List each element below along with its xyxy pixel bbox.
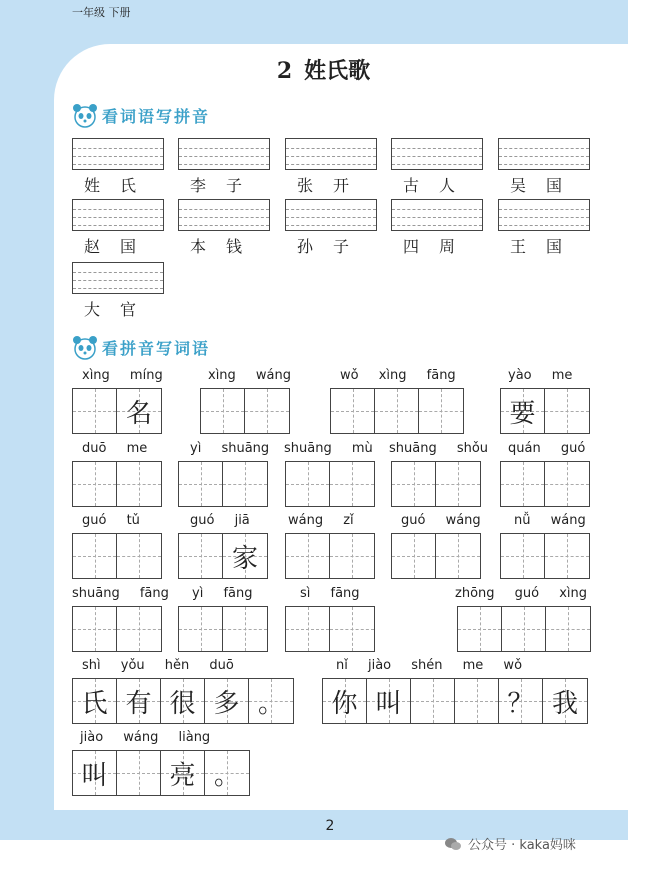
word-label: 吴国 bbox=[510, 176, 583, 195]
pinyin-guide-line bbox=[286, 209, 376, 210]
character-cell[interactable] bbox=[117, 679, 161, 723]
cell-character: ？ bbox=[507, 688, 534, 719]
pinyin-prompt: yì fāng bbox=[192, 586, 253, 601]
character-cell[interactable] bbox=[161, 679, 205, 723]
cell-guide-horizontal bbox=[545, 411, 589, 412]
character-grid bbox=[72, 461, 162, 507]
pinyin-guide-line bbox=[179, 225, 269, 226]
character-cell[interactable] bbox=[545, 534, 589, 578]
cell-guide-horizontal bbox=[179, 629, 222, 630]
pinyin-prompt: shì yǒu hěn duō bbox=[82, 658, 234, 673]
character-cell[interactable] bbox=[545, 462, 589, 506]
pinyin-guide-line bbox=[392, 217, 482, 218]
cell-character: 家 bbox=[231, 543, 258, 574]
pinyin-guide-line bbox=[73, 288, 163, 289]
character-cell[interactable] bbox=[205, 679, 249, 723]
character-cell[interactable] bbox=[245, 389, 289, 433]
character-cell[interactable] bbox=[117, 534, 161, 578]
character-grid bbox=[322, 678, 588, 724]
pinyin-answer-box[interactable] bbox=[72, 262, 164, 294]
character-grid bbox=[391, 533, 481, 579]
cell-character: 氏 bbox=[81, 688, 108, 719]
character-grid bbox=[72, 533, 162, 579]
character-cell[interactable] bbox=[331, 389, 375, 433]
cell-guide-horizontal bbox=[179, 484, 222, 485]
character-grid bbox=[391, 461, 481, 507]
cell-character: 名 bbox=[125, 398, 152, 429]
pinyin-guide-line bbox=[286, 225, 376, 226]
cell-guide-horizontal bbox=[501, 484, 544, 485]
grade-label: 一年级 下册 bbox=[72, 6, 131, 19]
cell-character: 。 bbox=[257, 688, 284, 719]
character-grid bbox=[72, 388, 162, 434]
cell-guide-horizontal bbox=[545, 556, 589, 557]
pinyin-guide-line bbox=[73, 225, 163, 226]
character-grid bbox=[285, 533, 375, 579]
character-cell[interactable] bbox=[436, 462, 480, 506]
cell-guide-horizontal bbox=[330, 629, 374, 630]
character-cell[interactable] bbox=[286, 607, 330, 651]
cell-guide-horizontal bbox=[223, 629, 267, 630]
character-cell[interactable] bbox=[419, 389, 463, 433]
pinyin-prompt: guó wáng bbox=[401, 513, 481, 528]
pinyin-guide-line bbox=[499, 148, 589, 149]
pinyin-answer-box[interactable] bbox=[285, 199, 377, 231]
cell-guide-horizontal bbox=[419, 411, 463, 412]
pinyin-guide-line bbox=[73, 217, 163, 218]
word-label: 古人 bbox=[403, 176, 476, 195]
word-label: 李子 bbox=[190, 176, 263, 195]
character-grid bbox=[285, 606, 375, 652]
cell-guide-horizontal bbox=[330, 556, 374, 557]
character-cell[interactable] bbox=[161, 751, 205, 795]
pinyin-guide-line bbox=[179, 164, 269, 165]
character-grid bbox=[500, 388, 590, 434]
cell-guide-horizontal bbox=[392, 484, 435, 485]
panda-icon bbox=[72, 334, 98, 360]
pinyin-prompt: jiào wáng liàng bbox=[80, 730, 211, 745]
cell-guide-horizontal bbox=[501, 556, 544, 557]
character-grid bbox=[178, 461, 268, 507]
pinyin-prompt: quán guó bbox=[508, 441, 586, 456]
pinyin-guide-line bbox=[73, 164, 163, 165]
pinyin-guide-line bbox=[179, 217, 269, 218]
character-cell[interactable] bbox=[501, 462, 545, 506]
pinyin-prompt: zhōng guó xìng bbox=[455, 586, 588, 601]
character-grid bbox=[72, 606, 162, 652]
character-cell[interactable] bbox=[223, 462, 267, 506]
character-cell[interactable] bbox=[455, 679, 499, 723]
pinyin-prompt: yào me bbox=[508, 368, 573, 383]
cell-guide-horizontal bbox=[286, 629, 329, 630]
cell-guide-horizontal bbox=[117, 484, 161, 485]
character-cell[interactable] bbox=[545, 389, 589, 433]
character-cell[interactable] bbox=[330, 607, 374, 651]
cell-character: 叫 bbox=[375, 688, 402, 719]
character-grid bbox=[285, 461, 375, 507]
pinyin-answer-box[interactable] bbox=[285, 138, 377, 170]
character-cell[interactable] bbox=[179, 607, 223, 651]
pinyin-prompt: nǚ wáng bbox=[514, 513, 586, 528]
pinyin-guide-line bbox=[286, 156, 376, 157]
pinyin-answer-box[interactable] bbox=[178, 199, 270, 231]
pinyin-guide-line bbox=[286, 164, 376, 165]
character-cell[interactable] bbox=[73, 679, 117, 723]
wechat-icon bbox=[444, 837, 462, 851]
character-cell[interactable] bbox=[117, 389, 161, 433]
cell-guide-horizontal bbox=[436, 556, 480, 557]
character-cell[interactable] bbox=[436, 534, 480, 578]
pinyin-prompt: nǐ jiào shén me wǒ bbox=[336, 658, 523, 673]
pinyin-prompt: shuāng mù bbox=[284, 441, 373, 456]
word-label: 赵国 bbox=[84, 237, 157, 256]
character-grid bbox=[178, 606, 268, 652]
character-grid bbox=[72, 678, 294, 724]
cell-character: 你 bbox=[331, 688, 358, 719]
character-cell[interactable] bbox=[117, 462, 161, 506]
pinyin-guide-line bbox=[499, 225, 589, 226]
lesson-name: 姓氏歌 bbox=[304, 58, 371, 84]
cell-character: 亮 bbox=[169, 760, 196, 791]
cell-guide-horizontal bbox=[286, 484, 329, 485]
character-cell[interactable] bbox=[499, 679, 543, 723]
word-label: 本钱 bbox=[190, 237, 263, 256]
cell-character: 叫 bbox=[81, 760, 108, 791]
cell-guide-horizontal bbox=[330, 484, 374, 485]
pinyin-guide-line bbox=[73, 280, 163, 281]
character-cell[interactable] bbox=[502, 607, 546, 651]
cell-guide-horizontal bbox=[502, 629, 545, 630]
character-cell[interactable] bbox=[286, 534, 330, 578]
pinyin-guide-line bbox=[499, 217, 589, 218]
character-grid bbox=[178, 533, 268, 579]
section-label-2: 看拼音写词语 bbox=[102, 338, 211, 358]
pinyin-guide-line bbox=[286, 217, 376, 218]
cell-guide-horizontal bbox=[179, 556, 222, 557]
word-label: 四周 bbox=[403, 237, 476, 256]
character-grid bbox=[330, 388, 464, 434]
character-cell[interactable] bbox=[286, 462, 330, 506]
character-cell[interactable] bbox=[117, 751, 161, 795]
section-label-1: 看词语写拼音 bbox=[102, 106, 211, 126]
pinyin-prompt: sì fāng bbox=[300, 586, 360, 601]
pinyin-prompt: shuāng shǒu bbox=[389, 441, 489, 456]
pinyin-answer-box[interactable] bbox=[178, 138, 270, 170]
word-label: 张开 bbox=[297, 176, 370, 195]
pinyin-answer-box[interactable] bbox=[391, 138, 483, 170]
pinyin-answer-box[interactable] bbox=[498, 138, 590, 170]
character-grid bbox=[457, 606, 591, 652]
lesson-number: 2 bbox=[276, 58, 293, 84]
pinyin-guide-line bbox=[179, 148, 269, 149]
character-cell[interactable] bbox=[330, 462, 374, 506]
pinyin-answer-box[interactable] bbox=[72, 199, 164, 231]
cell-guide-horizontal bbox=[117, 773, 160, 774]
character-cell[interactable] bbox=[392, 462, 436, 506]
pinyin-guide-line bbox=[392, 148, 482, 149]
cell-guide-horizontal bbox=[73, 411, 116, 412]
character-cell[interactable] bbox=[179, 534, 223, 578]
cell-guide-horizontal bbox=[546, 629, 590, 630]
character-cell[interactable] bbox=[201, 389, 245, 433]
character-cell[interactable] bbox=[323, 679, 367, 723]
pinyin-guide-line bbox=[392, 225, 482, 226]
word-label: 姓氏 bbox=[84, 176, 157, 195]
pinyin-prompt: duō me bbox=[82, 441, 148, 456]
cell-guide-horizontal bbox=[245, 411, 289, 412]
cell-guide-horizontal bbox=[436, 484, 480, 485]
pinyin-prompt: yì shuāng bbox=[190, 441, 270, 456]
character-cell[interactable] bbox=[179, 462, 223, 506]
pinyin-prompt: wáng zǐ bbox=[288, 513, 354, 528]
pinyin-guide-line bbox=[179, 209, 269, 210]
character-cell[interactable] bbox=[205, 751, 249, 795]
cell-guide-horizontal bbox=[331, 411, 374, 412]
pinyin-prompt: guó tǔ bbox=[82, 513, 140, 528]
cell-guide-horizontal bbox=[458, 629, 501, 630]
cell-character: 要 bbox=[509, 398, 536, 429]
cell-guide-horizontal bbox=[73, 484, 116, 485]
character-cell[interactable] bbox=[501, 534, 545, 578]
pinyin-guide-line bbox=[73, 209, 163, 210]
character-cell[interactable] bbox=[375, 389, 419, 433]
pinyin-prompt: xìng wáng bbox=[208, 368, 292, 383]
pinyin-guide-line bbox=[392, 156, 482, 157]
pinyin-answer-box[interactable] bbox=[72, 138, 164, 170]
character-cell[interactable] bbox=[501, 389, 545, 433]
cell-character: 很 bbox=[169, 688, 196, 719]
pinyin-guide-line bbox=[73, 156, 163, 157]
character-grid bbox=[72, 750, 250, 796]
pinyin-guide-line bbox=[499, 209, 589, 210]
cell-guide-horizontal bbox=[73, 629, 116, 630]
cell-guide-horizontal bbox=[375, 411, 418, 412]
word-label: 孙子 bbox=[297, 237, 370, 256]
character-grid bbox=[200, 388, 290, 434]
character-cell[interactable] bbox=[223, 607, 267, 651]
cell-character: 我 bbox=[551, 688, 578, 719]
cell-guide-horizontal bbox=[392, 556, 435, 557]
character-grid bbox=[500, 533, 590, 579]
pinyin-guide-line bbox=[392, 164, 482, 165]
page-number: 2 bbox=[325, 818, 335, 834]
pinyin-guide-line bbox=[73, 272, 163, 273]
cell-guide-horizontal bbox=[223, 484, 267, 485]
section-header-2 bbox=[72, 331, 210, 363]
lesson-title bbox=[0, 54, 647, 85]
cell-guide-horizontal bbox=[455, 701, 498, 702]
cell-guide-horizontal bbox=[117, 629, 161, 630]
cell-character: 。 bbox=[213, 760, 240, 791]
section-header-1 bbox=[72, 99, 210, 131]
pinyin-answer-box[interactable] bbox=[391, 199, 483, 231]
pinyin-guide-line bbox=[499, 164, 589, 165]
pinyin-prompt: shuāng fāng bbox=[72, 586, 169, 601]
character-cell[interactable] bbox=[367, 679, 411, 723]
character-cell[interactable] bbox=[543, 679, 587, 723]
word-label: 大官 bbox=[84, 300, 157, 319]
pinyin-guide-line bbox=[286, 148, 376, 149]
character-cell[interactable] bbox=[73, 751, 117, 795]
pinyin-guide-line bbox=[499, 156, 589, 157]
character-cell[interactable] bbox=[458, 607, 502, 651]
character-grid bbox=[500, 461, 590, 507]
pinyin-guide-line bbox=[73, 148, 163, 149]
cell-character: 多 bbox=[213, 688, 240, 719]
character-cell[interactable] bbox=[73, 607, 117, 651]
cell-character: 有 bbox=[125, 688, 152, 719]
character-cell[interactable] bbox=[223, 534, 267, 578]
pinyin-prompt: guó jiā bbox=[190, 513, 250, 528]
pinyin-prompt: wǒ xìng fāng bbox=[340, 368, 456, 383]
watermark bbox=[444, 834, 576, 853]
panda-icon bbox=[72, 102, 98, 128]
character-cell[interactable] bbox=[546, 607, 590, 651]
cell-guide-horizontal bbox=[411, 701, 454, 702]
character-cell[interactable] bbox=[392, 534, 436, 578]
character-cell[interactable] bbox=[117, 607, 161, 651]
character-cell[interactable] bbox=[73, 462, 117, 506]
character-cell[interactable] bbox=[73, 389, 117, 433]
pinyin-guide-line bbox=[392, 209, 482, 210]
word-label: 王国 bbox=[510, 237, 583, 256]
cell-guide-horizontal bbox=[201, 411, 244, 412]
character-cell[interactable] bbox=[411, 679, 455, 723]
cell-guide-horizontal bbox=[286, 556, 329, 557]
pinyin-guide-line bbox=[179, 156, 269, 157]
pinyin-prompt: xìng míng bbox=[82, 368, 163, 383]
character-cell[interactable] bbox=[73, 534, 117, 578]
cell-guide-horizontal bbox=[545, 484, 589, 485]
character-cell[interactable] bbox=[249, 679, 293, 723]
pinyin-answer-box[interactable] bbox=[498, 199, 590, 231]
cell-guide-horizontal bbox=[117, 556, 161, 557]
cell-guide-horizontal bbox=[73, 556, 116, 557]
character-cell[interactable] bbox=[330, 534, 374, 578]
watermark-text: 公众号 · kaka妈咪 bbox=[468, 838, 576, 853]
